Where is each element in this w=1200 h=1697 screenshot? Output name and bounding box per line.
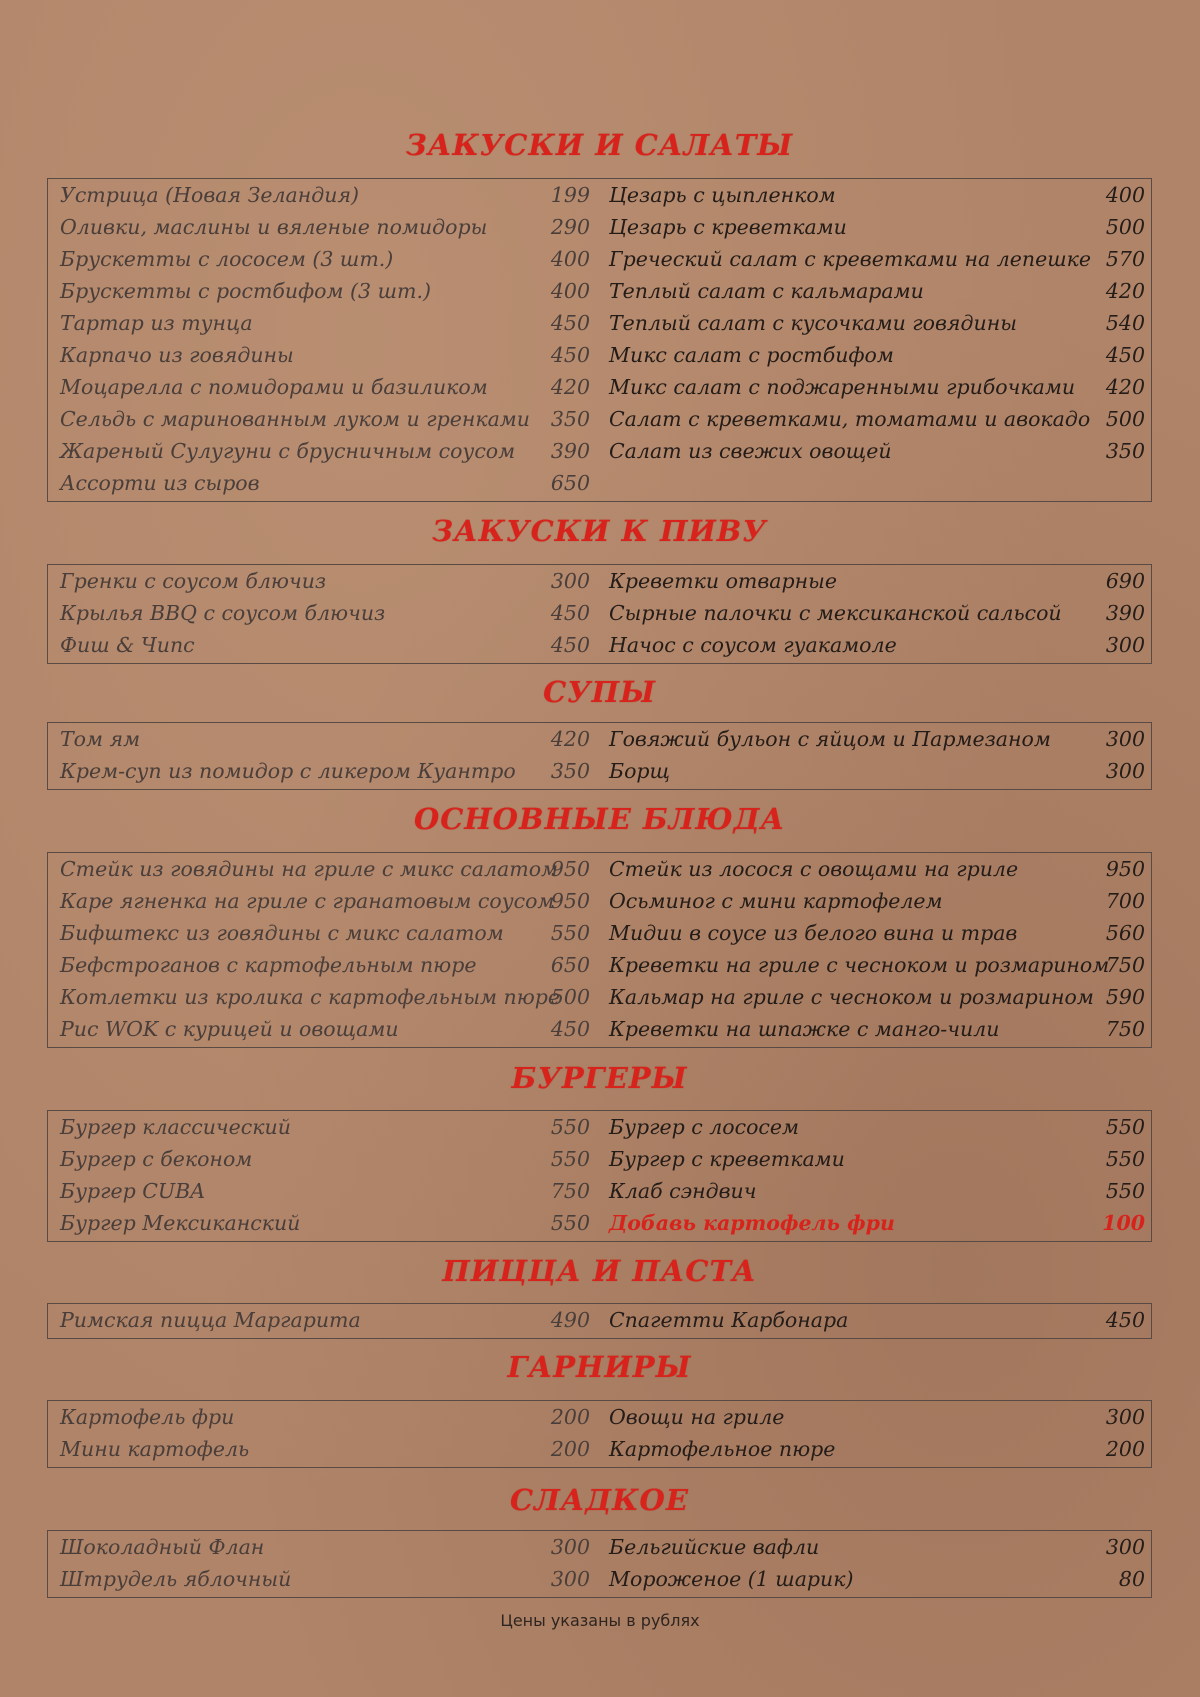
menu-item-price: 420 (1105, 279, 1145, 303)
menu-item (48, 597, 598, 629)
menu-item-price: 590 (1105, 985, 1145, 1009)
menu-item-name: Креветки на гриле с чесноком и розмарином (609, 953, 1110, 977)
menu-item-name: Клаб сэндвич (609, 1179, 757, 1203)
menu-item-price: 300 (550, 1535, 590, 1559)
menu-item (48, 275, 598, 307)
menu-item-price: 560 (1105, 921, 1145, 945)
menu-item-price: 420 (550, 375, 590, 399)
menu-item (48, 949, 598, 981)
menu-item-name: Сырные палочки с мексиканской сальсой (609, 601, 1062, 625)
menu-item-price: 500 (1105, 407, 1145, 431)
menu-item-name: Жареный Сулугуни с брусничным соусом (60, 439, 516, 463)
menu-item-name: Брускетты с ростбифом (3 шт.) (60, 279, 431, 303)
menu-column-left (48, 1111, 598, 1239)
menu-item (48, 1401, 598, 1433)
menu-item-name: Устрица (Новая Зеландия) (60, 183, 360, 207)
menu-item-name: Картофель фри (60, 1405, 235, 1429)
menu-item (603, 403, 1153, 435)
menu-item (603, 435, 1153, 467)
menu-item (603, 597, 1153, 629)
menu-item-price: 490 (550, 1308, 590, 1332)
menu-section-box (47, 722, 1152, 790)
menu-item (48, 1531, 598, 1563)
menu-item (603, 917, 1153, 949)
menu-item-name: Штрудель яблочный (60, 1567, 292, 1591)
menu-item (603, 243, 1153, 275)
menu-item-price: 750 (550, 1179, 590, 1203)
menu-item-price: 500 (550, 985, 590, 1009)
menu-item (603, 371, 1153, 403)
menu-item-name: Бургер классический (60, 1115, 291, 1139)
menu-item-price: 550 (550, 921, 590, 945)
menu-item-name: Шоколадный Флан (60, 1535, 265, 1559)
section-title: ЗАКУСКИ К ПИВУ (432, 514, 767, 548)
menu-item (48, 403, 598, 435)
menu-item-name: Кальмар на гриле с чесноком и розмарином (609, 985, 1094, 1009)
menu-item (603, 1531, 1153, 1563)
menu-item-price: 300 (1105, 633, 1145, 657)
menu-item-price: 500 (1105, 215, 1145, 239)
menu-item-price: 199 (550, 183, 590, 207)
menu-item-name: Осьминог с мини картофелем (609, 889, 943, 913)
menu-section-box (47, 1303, 1152, 1339)
menu-item-price: 350 (550, 759, 590, 783)
menu-item-price: 550 (1105, 1115, 1145, 1139)
menu-item-price: 700 (1105, 889, 1145, 913)
menu-item-price: 300 (550, 1567, 590, 1591)
menu-item-name: Стейк из говядины на гриле с микс салатом (60, 857, 559, 881)
menu-item-price: 350 (1105, 439, 1145, 463)
menu-item (603, 853, 1153, 885)
menu-column-right (603, 179, 1153, 467)
menu-column-left (48, 1304, 598, 1336)
menu-item-price: 550 (550, 1147, 590, 1171)
menu-item-name: Говяжий бульон с яйцом и Пармезаном (609, 727, 1051, 751)
menu-item (603, 1433, 1153, 1465)
menu-item-price: 420 (1105, 375, 1145, 399)
menu-item-price: 750 (1105, 953, 1145, 977)
menu-item (603, 211, 1153, 243)
menu-item (48, 1013, 598, 1045)
menu-item-name: Каре ягненка на гриле с гранатовым соусом (60, 889, 555, 913)
menu-item (603, 307, 1153, 339)
menu-item (48, 885, 598, 917)
menu-item-price: 650 (550, 953, 590, 977)
menu-item (603, 1111, 1153, 1143)
menu-column-right (603, 1401, 1153, 1465)
menu-item-name: Римская пицца Маргарита (60, 1308, 361, 1332)
menu-column-left (48, 1401, 598, 1465)
menu-item-price: 200 (550, 1437, 590, 1461)
menu-item-name: Брускетты с лососем (3 шт.) (60, 247, 394, 271)
menu-item-price: 300 (1105, 1535, 1145, 1559)
menu-item-name: Бургер CUBA (60, 1179, 206, 1203)
menu-section-box (47, 1400, 1152, 1468)
menu-item (603, 723, 1153, 755)
menu-item-price: 550 (1105, 1179, 1145, 1203)
menu-item-name: Креветки на шпажке с манго-чили (609, 1017, 1000, 1041)
menu-item-name: Том ям (60, 727, 141, 751)
menu-section-box (47, 564, 1152, 664)
menu-item-name: Добавь картофель фри (609, 1211, 895, 1235)
menu-item-name: Ассорти из сыров (60, 471, 260, 495)
section-title: ОСНОВНЫЕ БЛЮДА (413, 802, 786, 836)
menu-column-left (48, 853, 598, 1045)
section-title: СУПЫ (543, 675, 656, 709)
menu-item-price: 300 (1105, 1405, 1145, 1429)
menu-item-price: 540 (1105, 311, 1145, 335)
menu-item-price: 200 (550, 1405, 590, 1429)
menu-item-name: Рис WOK с курицей и овощами (60, 1017, 399, 1041)
menu-item-name: Креветки отварные (609, 569, 837, 593)
menu-item-price: 390 (1105, 601, 1145, 625)
menu-column-right (603, 723, 1153, 787)
menu-item-name: Овощи на гриле (609, 1405, 785, 1429)
menu-item-name: Мороженое (1 шарик) (609, 1567, 854, 1591)
menu-item (48, 629, 598, 661)
menu-section-box (47, 178, 1152, 502)
menu-column-right (603, 1531, 1153, 1595)
menu-item-price: 400 (550, 279, 590, 303)
menu-item-name: Начос с соусом гуакамоле (609, 633, 897, 657)
menu-item-name: Сельдь с маринованным луком и гренками (60, 407, 530, 431)
menu-column-left (48, 565, 598, 661)
menu-item (48, 1563, 598, 1595)
menu-item (48, 565, 598, 597)
menu-item-price: 450 (550, 633, 590, 657)
menu-item (603, 885, 1153, 917)
menu-item-price: 200 (1105, 1437, 1145, 1461)
menu-item-name: Картофельное пюре (609, 1437, 836, 1461)
menu-column-right (603, 1111, 1153, 1239)
menu-item-price: 390 (550, 439, 590, 463)
menu-item-name: Мидии в соусе из белого вина и трав (609, 921, 1018, 945)
menu-item (48, 917, 598, 949)
menu-item-price: 400 (1105, 183, 1145, 207)
menu-item (48, 243, 598, 275)
menu-item-name: Цезарь с креветками (609, 215, 847, 239)
menu-item (603, 629, 1153, 661)
menu-item-name: Борщ (609, 759, 671, 783)
menu-item (603, 949, 1153, 981)
menu-item-name: Греческий салат с креветками на лепешке (609, 247, 1092, 271)
menu-item (603, 565, 1153, 597)
menu-item-name: Бефстроганов с картофельным пюре (60, 953, 477, 977)
menu-item (48, 723, 598, 755)
menu-item-name: Гренки с соусом блючиз (60, 569, 327, 593)
menu-item-name: Салат из свежих овощей (609, 439, 892, 463)
menu-column-left (48, 179, 598, 499)
menu-item-price: 450 (1105, 343, 1145, 367)
menu-item-price: 300 (550, 569, 590, 593)
menu-item (603, 1175, 1153, 1207)
menu-item (48, 435, 598, 467)
menu-item-name: Бургер с беконом (60, 1147, 253, 1171)
menu-item-price: 570 (1105, 247, 1145, 271)
menu-item (48, 1304, 598, 1336)
menu-item (603, 1401, 1153, 1433)
menu-item-price: 80 (1118, 1567, 1145, 1591)
menu-item-name: Бельгийские вафли (609, 1535, 820, 1559)
menu-item-name: Теплый салат с кальмарами (609, 279, 924, 303)
menu-item (603, 275, 1153, 307)
menu-item (48, 1143, 598, 1175)
menu-item-price: 950 (1105, 857, 1145, 881)
menu-column-left (48, 1531, 598, 1595)
menu-item (48, 1207, 598, 1239)
menu-item (603, 981, 1153, 1013)
menu-item-price: 450 (550, 343, 590, 367)
menu-item-price: 450 (550, 1017, 590, 1041)
footer-note: Цены указаны в рублях (500, 1611, 700, 1630)
menu-item-name: Бургер Мексиканский (60, 1211, 301, 1235)
menu-item-name: Стейк из лосося с овощами на гриле (609, 857, 1019, 881)
menu-item-name: Бургер с креветками (609, 1147, 845, 1171)
menu-item (48, 755, 598, 787)
menu-item-price: 450 (550, 601, 590, 625)
menu-item-price: 100 (1102, 1211, 1145, 1235)
menu-item (48, 1175, 598, 1207)
menu-section-box (47, 1530, 1152, 1598)
menu-item-name: Теплый салат с кусочками говядины (609, 311, 1017, 335)
section-title: СЛАДКОЕ (510, 1483, 689, 1517)
menu-item-name: Котлетки из кролика с картофельным пюре (60, 985, 561, 1009)
menu-item-name: Бифштекс из говядины с микс салатом (60, 921, 504, 945)
menu-item (48, 853, 598, 885)
menu-item-price: 420 (550, 727, 590, 751)
section-title: ЗАКУСКИ И САЛАТЫ (405, 128, 794, 162)
menu-item-name: Фиш & Чипс (60, 633, 195, 657)
menu-item-price: 290 (550, 215, 590, 239)
menu-item (603, 1207, 1153, 1239)
menu-item-price: 300 (1105, 759, 1145, 783)
menu-column-right (603, 853, 1153, 1045)
menu-item-price: 950 (550, 889, 590, 913)
menu-item (48, 339, 598, 371)
menu-item-price: 550 (1105, 1147, 1145, 1171)
menu-column-right (603, 1304, 1153, 1336)
section-title: ПИЦЦА И ПАСТА (442, 1254, 757, 1288)
menu-item-name: Спагетти Карбонара (609, 1308, 849, 1332)
menu-item (48, 981, 598, 1013)
menu-item (48, 211, 598, 243)
menu-item (603, 339, 1153, 371)
menu-item-name: Салат с креветками, томатами и авокадо (609, 407, 1091, 431)
menu-item-name: Карпачо из говядины (60, 343, 294, 367)
menu-item (48, 179, 598, 211)
menu-item-name: Цезарь с цыпленком (609, 183, 836, 207)
menu-item (48, 307, 598, 339)
menu-item (603, 179, 1153, 211)
menu-item-price: 750 (1105, 1017, 1145, 1041)
menu-item (603, 1563, 1153, 1595)
section-title: БУРГЕРЫ (511, 1061, 688, 1095)
menu-item-price: 350 (550, 407, 590, 431)
menu-column-left (48, 723, 598, 787)
menu-item-price: 550 (550, 1211, 590, 1235)
menu-item-name: Крылья BBQ с соусом блючиз (60, 601, 386, 625)
menu-item-name: Мини картофель (60, 1437, 250, 1461)
menu-column-right (603, 565, 1153, 661)
menu-section-box (47, 1110, 1152, 1242)
menu-item (603, 755, 1153, 787)
menu-item-price: 450 (1105, 1308, 1145, 1332)
menu-item-name: Бургер с лососем (609, 1115, 800, 1139)
menu-item (48, 1111, 598, 1143)
menu-item-price: 550 (550, 1115, 590, 1139)
menu-item (48, 467, 598, 499)
menu-item-name: Тартар из тунца (60, 311, 253, 335)
menu-item (603, 1304, 1153, 1336)
menu-item-price: 650 (550, 471, 590, 495)
menu-item (603, 1143, 1153, 1175)
menu-item-price: 300 (1105, 727, 1145, 751)
menu-item-name: Моцарелла с помидорами и базиликом (60, 375, 488, 399)
menu-item-name: Крем-суп из помидор с ликером Куантро (60, 759, 516, 783)
menu-item (48, 371, 598, 403)
menu-item-name: Микс салат с поджаренными грибочками (609, 375, 1076, 399)
menu-item-price: 690 (1105, 569, 1145, 593)
menu-item-name: Оливки, маслины и вяленые помидоры (60, 215, 488, 239)
menu-item (603, 1013, 1153, 1045)
menu-item (48, 1433, 598, 1465)
menu-item-name: Микс салат с ростбифом (609, 343, 894, 367)
menu-section-box (47, 852, 1152, 1048)
menu-item-price: 950 (550, 857, 590, 881)
menu-item-price: 450 (550, 311, 590, 335)
section-title: ГАРНИРЫ (507, 1350, 692, 1384)
menu-item-price: 400 (550, 247, 590, 271)
